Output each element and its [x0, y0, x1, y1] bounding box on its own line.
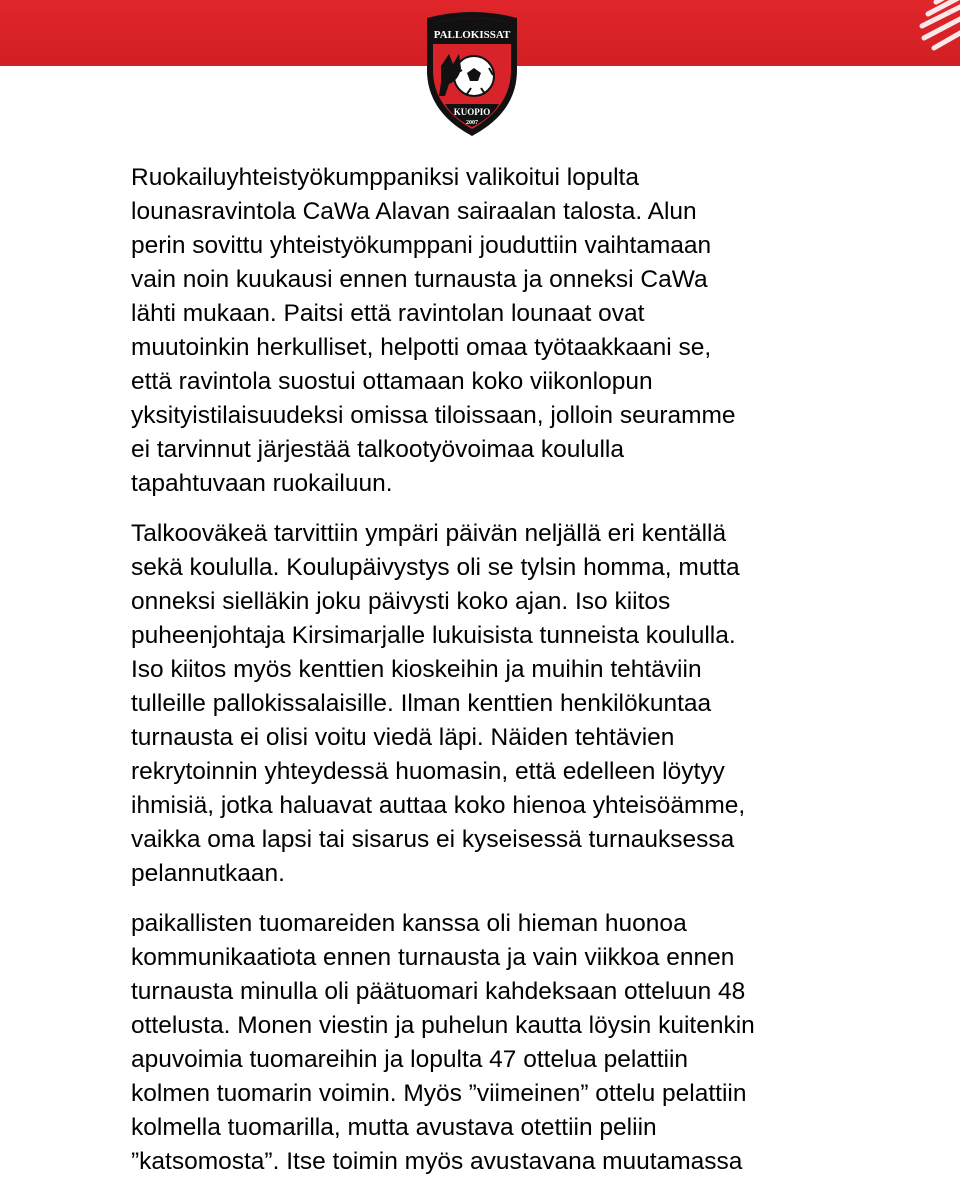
- paragraph-volunteers: Talkooväkeä tarvittiin ympäri päivän neljällä eri kentällä sekä koululla. Koulupäivystys oli se tylsin homma, mutta onneksi sielläkin joku päivysti koko ajan. Iso kiitos puheenjohtaja Kirsimarjalle lukuisista tunneista koululla. Iso kiitos myös kenttien kioskeihin ja muihin tehtäviin tulleille pallokissalaisille. Ilman kenttien henkilökuntaa turnausta ei olisi voitu viedä läpi. Näiden tehtävien rekrytoinnin yhteydessä huomasin, että edelleen löytyy ihmisiä, jotka haluavat auttaa koko hienoa yhteisöämme, vaikka oma lapsi tai sisarus ei kyseisessä turnauksessa pelannutkaan.: [131, 520, 746, 887]
- logo-name-text: PALLOKISSAT: [433, 29, 511, 41]
- logo-year-text: 2007: [466, 120, 478, 126]
- paragraph-referees: paikallisten tuomareiden kanssa oli hieman huonoa kommunikaatiota ennen turnausta ja vain viikkoa ennen turnausta minulla oli päätuomari kahdeksaan otteluun 48 ottelusta. Monen viestin ja puhelun kautta löysin kuitenkin apuvoimia tuomareihin ja lopulta 47 ottelua pelattiin kolmen tuomarin voimin. Myös ”viimeinen” ottelu pelattiin kolmella tuomarilla, mutta avustava otettiin peliin ”katsomosta”. Itse toimin myös avustavana muutamassa: [131, 910, 755, 1175]
- paragraph-catering: Ruokailuyhteistyökumppaniksi valikoitui lopulta lounasravintola CaWa Alavan sairaalan talosta. Alun perin sovittu yhteistyökumppani jouduttiin vaihtamaan vain noin kuukausi ennen turnausta ja onneksi CaWa lähti mukaan. Paitsi että ravintolan lounaat ovat muutoinkin herkulliset, helpotti omaa työtaakkaani se, että ravintola suostui ottamaan koko viikonlopun yksityistilaisuudeksi omissa tiloissaan, jolloin seuramme ei tarvinnut järjestää talkootyövoimaa koululla tapahtuvaan ruokailuun.: [131, 164, 736, 497]
- club-logo: [419, 8, 525, 140]
- stripes-decoration: [890, 0, 960, 66]
- logo-city-text: KUOPIO: [453, 107, 491, 117]
- article-body: [131, 161, 851, 1195]
